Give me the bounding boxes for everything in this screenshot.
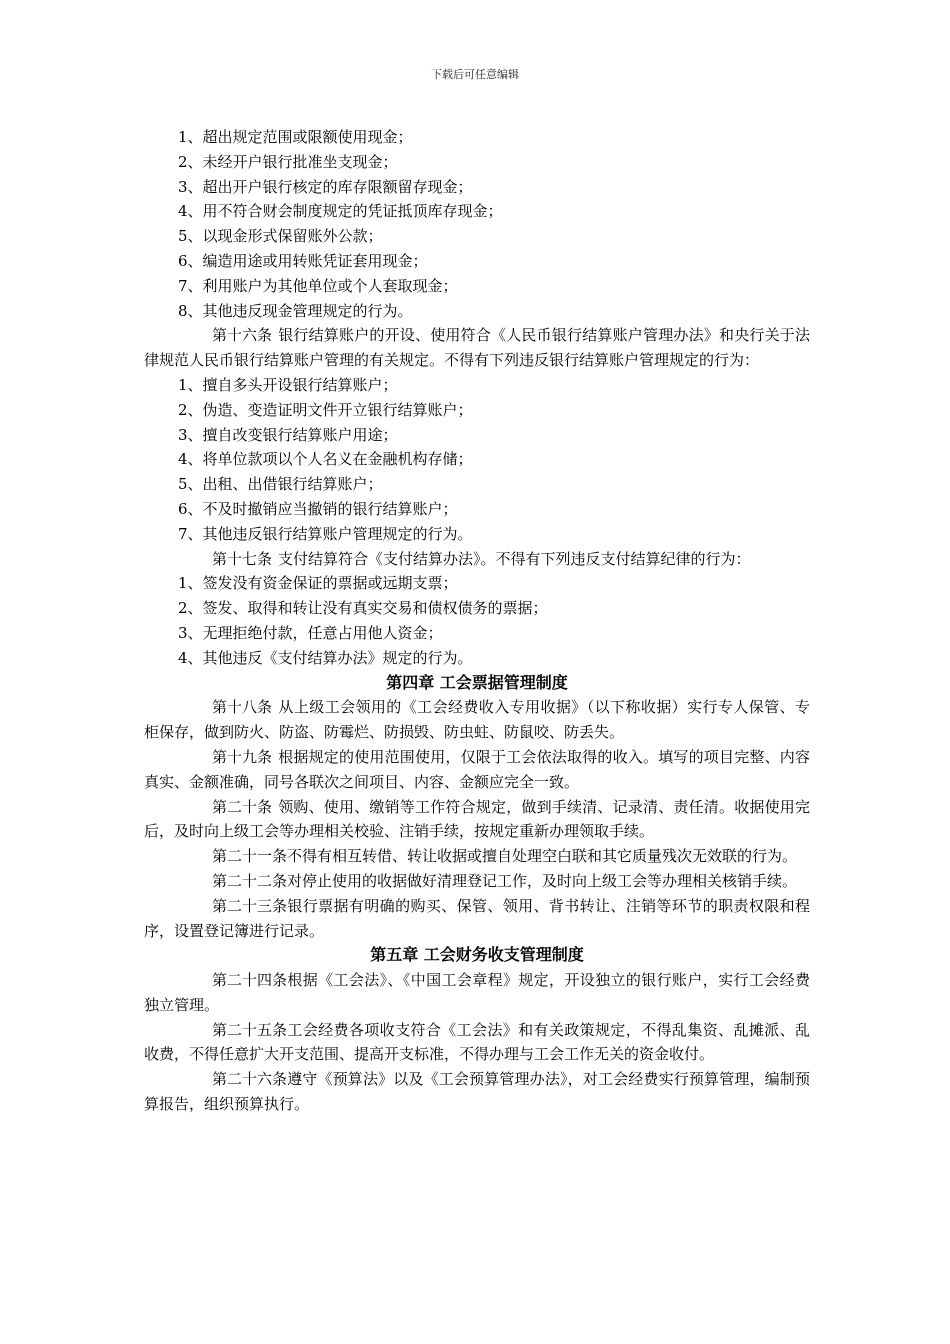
article-text: 工会经费各项收支符合《工会法》和有关政策规定，不得乱集资、乱摊派、乱收费，不得任意扩大开支范围、提高开支标准，不得办理与工会工作无关的资金收付。 [144,1020,810,1064]
article-label: 第二十二条 [212,871,288,890]
article-22 [144,869,810,894]
article-text: 银行结算账户的开设、使用符合《人民币银行结算账户管理办法》和央行关于法律规范人民币银行结算账户管理的有关规定。不得有下列违反银行结算账户管理规定的行为： [144,326,810,370]
article-24 [144,968,810,1018]
chapter-heading: 第五章 工会财务收支管理制度 [370,945,584,965]
article-25 [144,1018,810,1068]
article-text: 不得有相互转借、转让收据或擅自处理空白联和其它质量残次无效联的行为。 [287,847,798,866]
article-text: 根据规定的使用范围使用，仅限于工会依法取得的收入。填写的项目完整、内容真实、金额准确，同号各联次之间项目、内容、金额应完全一致。 [144,747,810,791]
article-text: 根据《工会法》、《中国工会章程》规定，开设独立的银行账户，实行工会经费独立管理。 [144,971,810,1014]
list-item: 4、其他违反《支付结算办法》规定的行为。 [178,648,473,667]
article-20 [144,795,810,845]
list-item: 1、超出规定范围或限额使用现金； [178,128,413,146]
article-26 [144,1067,810,1117]
article-label: 第二十条 [212,797,273,816]
list-item: 3、擅自改变银行结算账户用途； [178,425,398,444]
page-header: 下载后可任意编辑 [431,68,519,81]
article-text: 领购、使用、缴销等工作符合规定，做到手续清、记录清、责任清。收据使用完后，及时向上级工会等办理相关校验、注销手续，按规定重新办理领取手续。 [144,797,810,841]
list-item: 3、无理拒绝付款，任意占用他人资金； [178,623,443,642]
article-16 [144,323,810,373]
article-label: 第十九条 [212,747,273,766]
list-item: 7、其他违反银行结算账户管理规定的行为。 [178,524,473,543]
article-21 [144,844,810,869]
list-item: 3、超出开户银行核定的库存限额留存现金； [178,177,473,196]
article-label: 第二十三条 [212,896,288,915]
list-item: 5、出租、出借银行结算账户； [178,475,383,494]
article-label: 第十六条 [212,326,273,345]
article-label: 第二十四条 [212,971,288,990]
article-label: 第二十六条 [212,1070,288,1089]
article-17 [144,547,810,572]
article-18 [144,695,810,745]
article-19 [144,745,810,795]
article-label: 第十七条 [212,549,273,568]
article-text: 遵守《预算法》以及《工会预算管理办法》，对工会经费实行预算管理，编制预算报告，组织预算执行。 [144,1070,810,1114]
article-23 [144,894,810,944]
list-item: 6、编造用途或用转账凭证套用现金； [178,251,428,270]
article-text: 对停止使用的收据做好清理登记工作，及时向上级工会等办理相关核销手续。 [287,871,798,890]
list-item: 2、未经开户银行批准坐支现金； [178,152,398,171]
list-item: 8、其他违反现金管理规定的行为。 [178,301,413,320]
article-label: 第二十一条 [212,847,288,866]
list-item: 2、签发、取得和转让没有真实交易和债权债务的票据； [178,599,548,618]
document-body [144,125,810,1117]
list-item: 1、签发没有资金保证的票据或远期支票； [178,574,458,593]
chapter-heading: 第四章 工会票据管理制度 [386,672,568,692]
article-label: 第二十五条 [212,1020,288,1039]
article-text: 从上级工会领用的《工会经费收入专用收据》（以下称收据）实行专人保管、专柜保存，做到防火、防盗、防霉烂、防损毁、防虫蛀、防鼠咬、防丢失。 [144,698,810,742]
list-item: 4、用不符合财会制度规定的凭证抵顶库存现金； [178,202,503,221]
list-item: 4、将单位款项以个人名义在金融机构存储； [178,450,473,469]
article-text: 支付结算符合《支付结算办法》。不得有下列违反支付结算纪律的行为： [278,549,751,568]
article-text: 银行票据有明确的购买、保管、领用、背书转让、注销等环节的职责权限和程序，设置登记簿进行记录。 [144,896,810,940]
list-item: 1、擅自多头开设银行结算账户； [178,375,398,394]
list-item: 5、以现金形式保留账外公款； [178,227,383,246]
list-item: 6、不及时撤销应当撤销的银行结算账户； [178,499,458,518]
list-item: 2、伪造、变造证明文件开立银行结算账户； [178,400,473,419]
list-item: 7、利用账户为其他单位或个人套取现金； [178,276,458,295]
article-label: 第十八条 [212,698,273,717]
